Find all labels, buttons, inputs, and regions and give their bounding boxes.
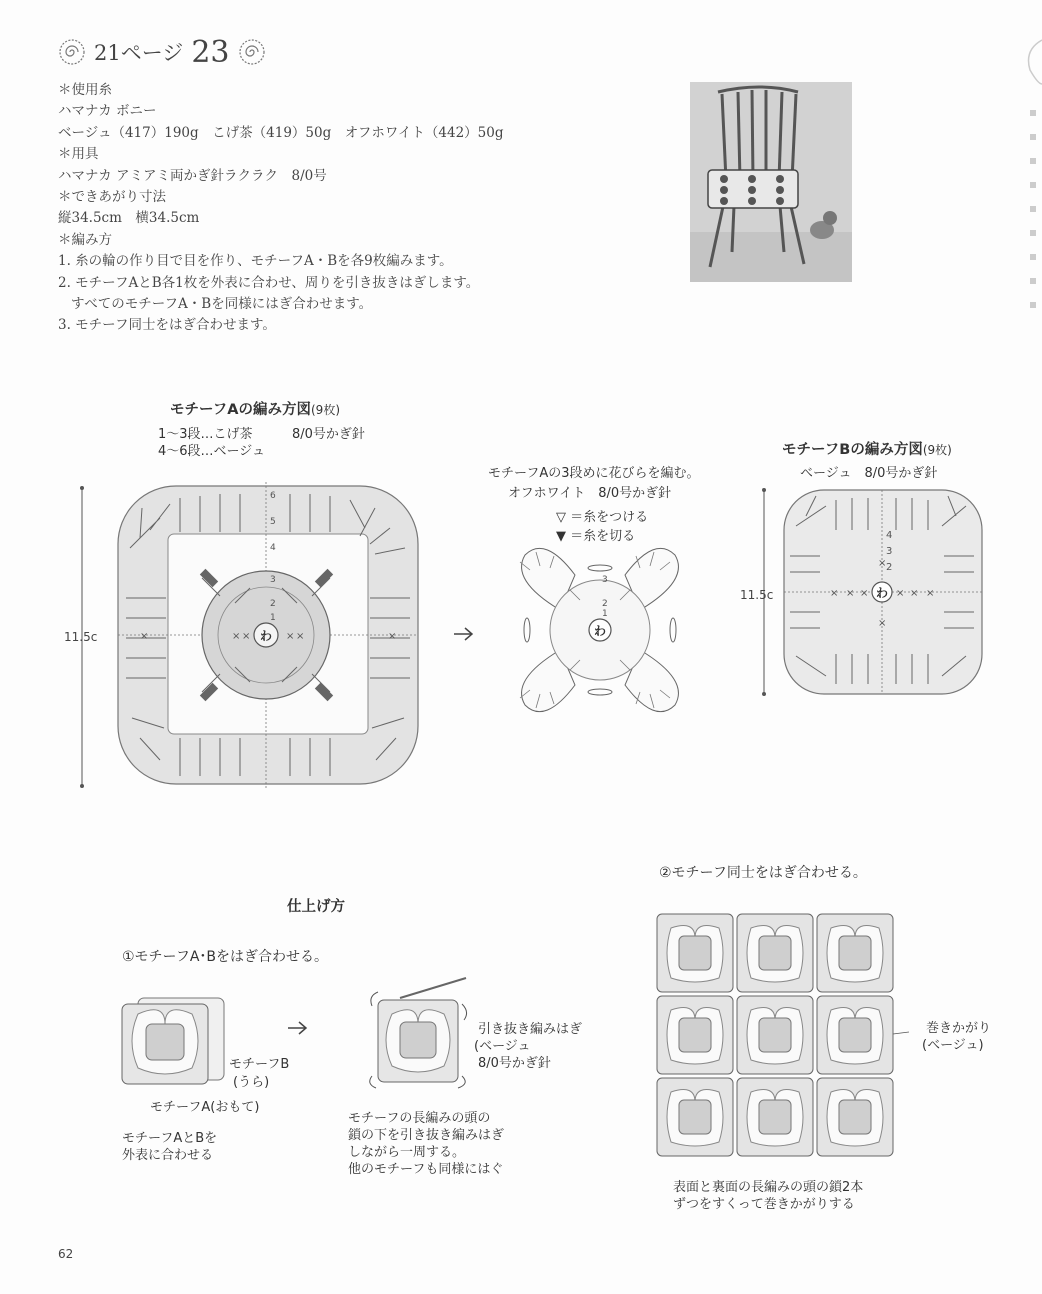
tools-heading: ＊用具: [58, 146, 99, 163]
finishing-step-1: ①モチーフA･Bをはぎ合わせる。: [122, 949, 329, 965]
arrow-right-icon: [286, 1020, 310, 1036]
cut-yarn-icon: ▼: [556, 529, 571, 544]
whipstitch-label: 巻きかがり: [926, 1021, 992, 1036]
motif-grid-diagram: [655, 912, 895, 1158]
svg-text:×: ×: [388, 631, 397, 642]
svg-text:3: 3: [602, 575, 608, 585]
attach-yarn-icon: ▽: [556, 510, 571, 525]
svg-text:×: ×: [232, 631, 241, 642]
motif-a-title: モチーフAの編み方図(9枚): [170, 402, 340, 418]
svg-text:×: ×: [910, 588, 919, 599]
join-note-3: しながら一周する。: [348, 1145, 466, 1160]
svg-text:3: 3: [886, 546, 893, 557]
motif-a-rows-1: 1〜3段…こげ茶: [158, 427, 253, 442]
petals-chart: [500, 540, 700, 720]
page-number: 62: [58, 1247, 74, 1261]
cut-yarn-legend: ▼ ＝糸を切る: [556, 529, 636, 544]
svg-text:×: ×: [878, 618, 887, 629]
page-ref: 21ページ: [94, 41, 184, 65]
arrow-right-icon: [452, 626, 476, 642]
ring-mark: わ: [875, 586, 889, 600]
join-note-2: 鎖の下を引き抜き編みはぎ: [348, 1128, 505, 1143]
ring-mark: わ: [593, 624, 607, 638]
spiral-ornament-icon: [58, 38, 86, 66]
page-header: [58, 34, 266, 70]
whipstitch-note-2: ずつをすくって巻きかがりする: [673, 1197, 855, 1212]
svg-text:1: 1: [602, 609, 608, 619]
yarn-brand: ハマナカ ボニー: [58, 103, 157, 120]
svg-text:6: 6: [270, 491, 276, 501]
slip-stitch-join-diagram: [366, 976, 470, 1090]
size-heading: ＊できあがり寸法: [58, 189, 166, 206]
svg-text:2: 2: [886, 562, 893, 573]
step-item: すべてのモチーフA・Bを同様にはぎ合わせます。: [71, 296, 373, 313]
svg-text:×: ×: [140, 631, 149, 642]
side-index-tabs: [1020, 30, 1042, 330]
align-note-2: 外表に合わせる: [122, 1148, 214, 1163]
motif-a-front-label: モチーフA(おもて): [150, 1100, 260, 1115]
motif-a-size: 11.5c: [64, 630, 98, 644]
slip-hook-label: 8/0号かぎ針: [478, 1056, 551, 1071]
petals-yarn: オフホワイト 8/0号かぎ針: [508, 486, 672, 501]
finishing-step-2: ②モチーフ同士をはぎ合わせる。: [659, 865, 867, 881]
back-side-label: (うら): [233, 1075, 270, 1090]
svg-text:3: 3: [270, 575, 276, 585]
attach-yarn-legend: ▽ ＝糸をつける: [556, 510, 649, 525]
svg-text:4: 4: [270, 543, 276, 553]
motif-b-size: 11.5c: [740, 588, 774, 602]
petals-instruction: モチーフAの3段めに花びらを編む。: [488, 466, 700, 481]
yarn-heading: ＊使用糸: [58, 82, 112, 98]
yarn-colors: ベージュ（417）190g こげ茶（419）50g オフホワイト（442）50g: [58, 124, 504, 141]
svg-text:×: ×: [286, 631, 295, 642]
svg-text:2: 2: [602, 599, 608, 609]
step-item: 3. モチーフ同士をはぎ合わせます。: [58, 317, 276, 334]
svg-text:×: ×: [878, 558, 887, 569]
svg-text:×: ×: [846, 588, 855, 599]
chair-cushion-photo: [690, 82, 852, 282]
slip-join-label: 引き抜き編みはぎ: [478, 1022, 583, 1037]
svg-text:×: ×: [830, 588, 839, 599]
svg-text:×: ×: [242, 631, 251, 642]
step-item: 1. 糸の輪の作り目で目を作り、モチーフA・Bを各9枚編みます。: [58, 253, 453, 270]
align-note-1: モチーフAとBを: [122, 1131, 218, 1146]
svg-text:5: 5: [270, 517, 276, 527]
pattern-number: 23: [191, 34, 230, 70]
join-note-1: モチーフの長編みの頭の: [348, 1111, 491, 1126]
svg-text:1: 1: [270, 613, 276, 623]
svg-text:2: 2: [270, 599, 276, 609]
step-item: 2. モチーフAとB各1枚を外表に合わせ、周りを引き抜きはぎします。: [58, 274, 480, 291]
motif-b-label: モチーフB: [229, 1057, 290, 1072]
whipstitch-note-1: 表面と裏面の長編みの頭の鎖2本: [673, 1180, 864, 1195]
motif-tile-grid: [657, 914, 893, 1156]
svg-text:×: ×: [296, 631, 305, 642]
join-note-4: 他のモチーフも同様にはぐ: [348, 1162, 504, 1177]
whipstitch-yarn: (ベージュ): [922, 1038, 984, 1053]
svg-text:4: 4: [886, 530, 893, 541]
motif-a-chart: [60, 478, 430, 796]
motifs-aligned-diagram: [118, 994, 228, 1086]
materials-and-instructions: [58, 80, 678, 337]
slip-yarn-label: (ベージュ: [474, 1039, 531, 1054]
ring-mark: わ: [259, 629, 273, 643]
tools: ハマナカ アミアミ両かぎ針ラクラク 8/0号: [58, 167, 327, 184]
motif-b-title: モチーフBの編み方図(9枚): [782, 442, 952, 458]
spiral-ornament-icon: [238, 38, 266, 66]
svg-text:×: ×: [926, 588, 935, 599]
finished-size: 縦34.5cm 横34.5cm: [58, 210, 200, 227]
motif-b-yarn: ベージュ 8/0号かぎ針: [800, 466, 938, 481]
finishing-title: 仕上げ方: [287, 899, 345, 915]
svg-text:×: ×: [896, 588, 905, 599]
motif-a-hook: 8/0号かぎ針: [292, 427, 365, 442]
svg-text:×: ×: [860, 588, 869, 599]
motif-a-rows-2: 4〜6段…ベージュ: [158, 444, 266, 459]
method-heading: ＊編み方: [58, 231, 112, 248]
motif-b-chart: [756, 486, 986, 698]
